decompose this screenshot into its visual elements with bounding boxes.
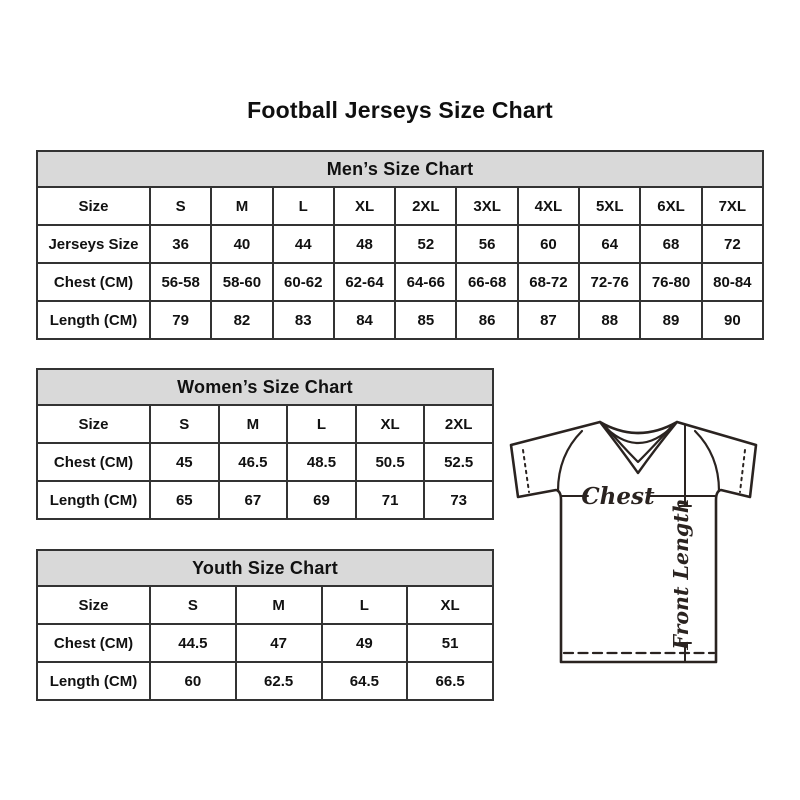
size-value-cell: 90: [702, 301, 763, 339]
size-value-cell: 66.5: [407, 662, 493, 700]
size-value-cell: 72: [702, 225, 763, 263]
size-value-cell: 60: [150, 662, 236, 700]
size-value-cell: 56: [456, 225, 517, 263]
size-value-cell: 88: [579, 301, 640, 339]
youth-table-row: [37, 624, 493, 662]
size-value-cell: XL: [334, 187, 395, 225]
size-value-cell: 44: [273, 225, 334, 263]
size-value-cell: 60-62: [273, 263, 334, 301]
size-value-cell: 87: [518, 301, 579, 339]
men-table-row: [37, 225, 763, 263]
size-value-cell: XL: [407, 586, 493, 624]
size-value-cell: M: [236, 586, 322, 624]
size-value-cell: 45: [150, 443, 219, 481]
youth-table-row: [37, 586, 493, 624]
row-label: Jerseys Size: [37, 225, 150, 263]
size-value-cell: 67: [219, 481, 288, 519]
size-value-cell: 52.5: [424, 443, 493, 481]
row-label: Length (CM): [37, 481, 150, 519]
row-label: Size: [37, 405, 150, 443]
size-value-cell: 68: [640, 225, 701, 263]
size-value-cell: L: [287, 405, 356, 443]
size-value-cell: L: [273, 187, 334, 225]
size-value-cell: 80-84: [702, 263, 763, 301]
size-value-cell: 89: [640, 301, 701, 339]
row-label: Chest (CM): [37, 624, 150, 662]
row-label: Chest (CM): [37, 443, 150, 481]
size-value-cell: 36: [150, 225, 211, 263]
front-length-label: Front Length: [669, 498, 693, 650]
youth-table-row: [37, 662, 493, 700]
size-value-cell: 48: [334, 225, 395, 263]
size-value-cell: 2XL: [395, 187, 456, 225]
womens-size-table: [36, 368, 494, 520]
size-value-cell: 40: [211, 225, 272, 263]
size-value-cell: 66-68: [456, 263, 517, 301]
size-value-cell: S: [150, 586, 236, 624]
size-value-cell: 84: [334, 301, 395, 339]
size-value-cell: 64: [579, 225, 640, 263]
men-table-title: Men’s Size Chart: [37, 151, 763, 187]
women-table-row: [37, 443, 493, 481]
men-table-row: [37, 187, 763, 225]
youth-table-title: Youth Size Chart: [37, 550, 493, 586]
size-value-cell: 71: [356, 481, 425, 519]
size-value-cell: 72-76: [579, 263, 640, 301]
row-label: Size: [37, 586, 150, 624]
size-value-cell: 3XL: [456, 187, 517, 225]
row-label: Length (CM): [37, 301, 150, 339]
row-label: Length (CM): [37, 662, 150, 700]
size-value-cell: 62-64: [334, 263, 395, 301]
size-value-cell: 46.5: [219, 443, 288, 481]
size-value-cell: 4XL: [518, 187, 579, 225]
row-label: Chest (CM): [37, 263, 150, 301]
size-value-cell: L: [322, 586, 408, 624]
size-value-cell: 58-60: [211, 263, 272, 301]
size-value-cell: 62.5: [236, 662, 322, 700]
size-value-cell: 7XL: [702, 187, 763, 225]
size-value-cell: 73: [424, 481, 493, 519]
size-value-cell: 50.5: [356, 443, 425, 481]
size-value-cell: 76-80: [640, 263, 701, 301]
size-value-cell: 56-58: [150, 263, 211, 301]
men-table-row: [37, 263, 763, 301]
size-value-cell: 6XL: [640, 187, 701, 225]
chest-label: Chest: [581, 483, 655, 510]
row-label: Size: [37, 187, 150, 225]
women-table-row: [37, 481, 493, 519]
size-value-cell: 47: [236, 624, 322, 662]
size-value-cell: 5XL: [579, 187, 640, 225]
jersey-measurement-diagram: [500, 400, 770, 675]
size-value-cell: 52: [395, 225, 456, 263]
size-value-cell: 86: [456, 301, 517, 339]
size-value-cell: 85: [395, 301, 456, 339]
size-value-cell: 48.5: [287, 443, 356, 481]
size-value-cell: XL: [356, 405, 425, 443]
size-value-cell: S: [150, 405, 219, 443]
size-value-cell: 65: [150, 481, 219, 519]
size-value-cell: 69: [287, 481, 356, 519]
size-value-cell: M: [219, 405, 288, 443]
youth-size-table: [36, 549, 494, 701]
size-value-cell: M: [211, 187, 272, 225]
page-title: Football Jerseys Size Chart: [247, 97, 553, 123]
size-value-cell: 64-66: [395, 263, 456, 301]
women-table-title: Women’s Size Chart: [37, 369, 493, 405]
size-value-cell: 64.5: [322, 662, 408, 700]
size-value-cell: 68-72: [518, 263, 579, 301]
mens-size-table: [36, 150, 764, 340]
size-value-cell: 83: [273, 301, 334, 339]
size-value-cell: 60: [518, 225, 579, 263]
size-value-cell: S: [150, 187, 211, 225]
size-value-cell: 49: [322, 624, 408, 662]
size-value-cell: 79: [150, 301, 211, 339]
men-table-row: [37, 301, 763, 339]
size-value-cell: 82: [211, 301, 272, 339]
size-value-cell: 51: [407, 624, 493, 662]
size-value-cell: 44.5: [150, 624, 236, 662]
women-table-row: [37, 405, 493, 443]
size-value-cell: 2XL: [424, 405, 493, 443]
